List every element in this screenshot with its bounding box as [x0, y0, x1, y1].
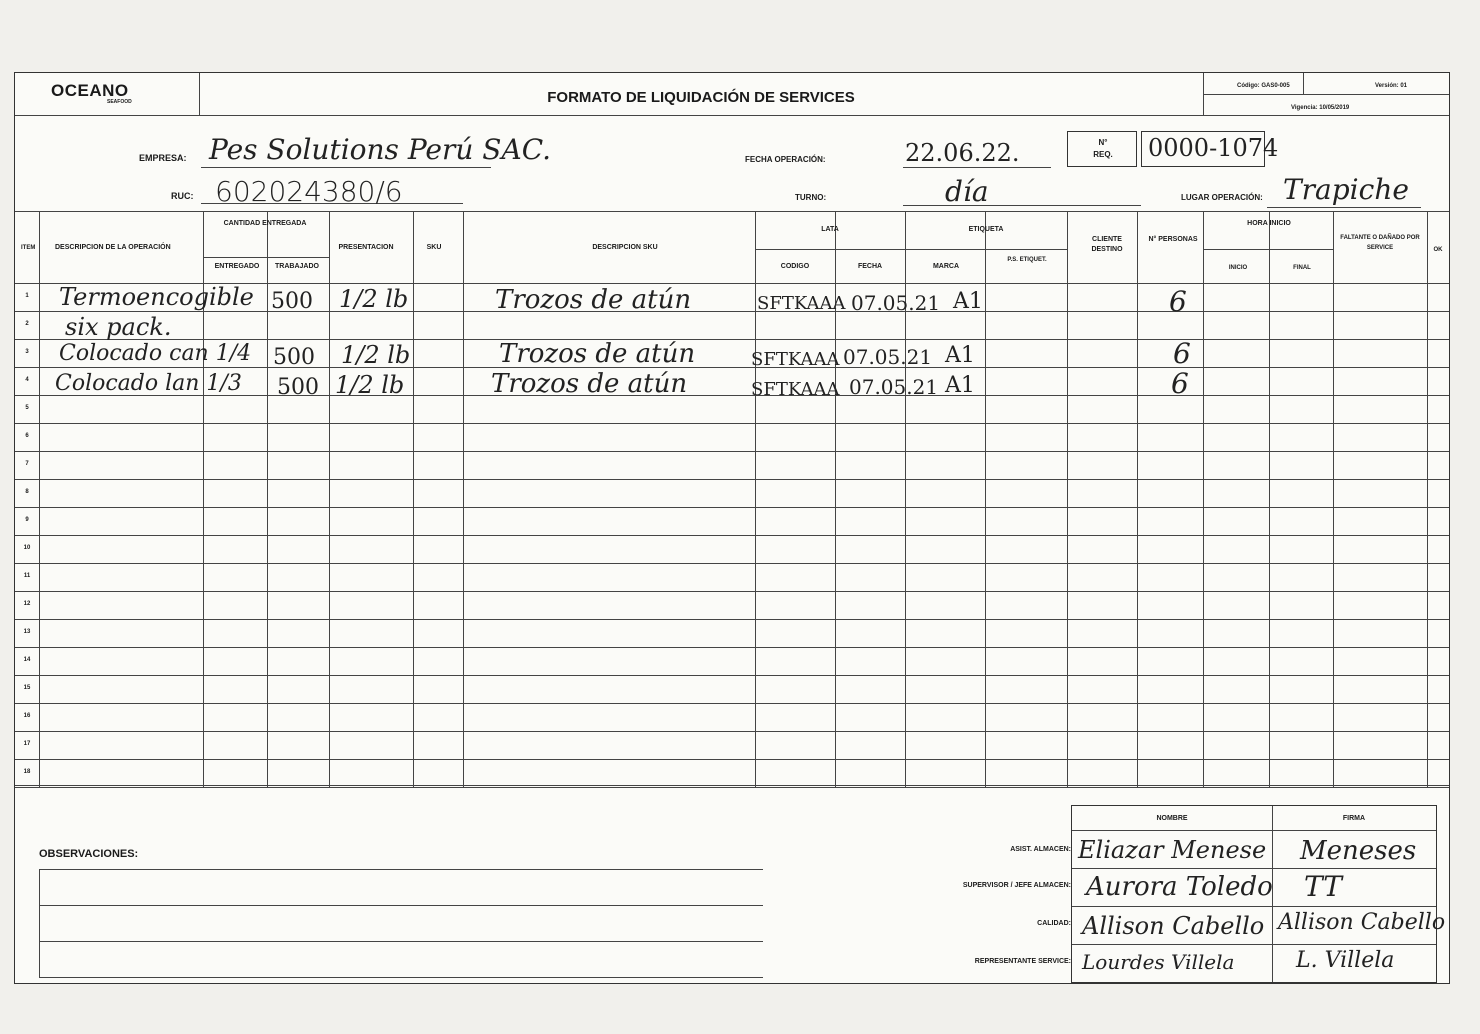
empresa-label: EMPRESA: — [139, 153, 187, 163]
brand-name: OCEANO — [51, 81, 129, 100]
brand-logo — [51, 81, 171, 105]
col-presentacion: PRESENTACION — [338, 244, 394, 251]
row-number: 6 — [25, 433, 29, 439]
row-number: 1 — [25, 293, 29, 299]
col-ok: OK — [1433, 247, 1443, 253]
turno-value: día — [945, 175, 989, 208]
row4-codigo: SFTKAAA — [751, 379, 840, 400]
row3-marca: A1 — [945, 343, 975, 368]
col-marca: MARCA — [932, 263, 960, 270]
row3-codigo: SFTKAAA — [751, 349, 840, 370]
row3-fecha: 07.05.21 — [843, 345, 933, 369]
signer3-role: CALIDAD: — [1037, 920, 1071, 927]
col-ps: P.S. ETIQUET. — [1007, 257, 1047, 263]
row-number: 11 — [23, 573, 31, 579]
fecha-label: FECHA OPERACIÓN: — [745, 155, 826, 164]
col-trabajado: TRABAJADO — [275, 263, 319, 270]
row1-marca: A1 — [953, 289, 983, 314]
firma-header: FIRMA — [1342, 815, 1366, 822]
col-desc-sku: DESCRIPCION SKU — [592, 244, 658, 251]
row1-trabajado: 500 — [271, 289, 313, 314]
brand-sub: SEAFOOD — [107, 99, 132, 105]
row-number: 4 — [25, 377, 29, 383]
signer4-role: REPRESENTANTE SERVICE: — [974, 958, 1071, 965]
col-item: ITEM — [21, 245, 36, 251]
turno-label: TURNO: — [795, 193, 827, 202]
req-value: 0000-1074 — [1148, 134, 1279, 162]
row-number: 2 — [25, 321, 29, 327]
col-entregado: ENTREGADO — [214, 263, 260, 270]
row3-desc-sku: Trozos de atún — [499, 339, 696, 369]
row-number: 18 — [23, 769, 31, 775]
signer4-firma: L. Villela — [1296, 948, 1395, 973]
row-number: 12 — [23, 601, 31, 607]
lugar-value: Trapiche — [1283, 173, 1409, 206]
row1-desc-sku: Trozos de atún — [495, 285, 692, 315]
row3-desc: Colocado can 1/4 — [59, 341, 252, 366]
observaciones-label: OBSERVACIONES: — [39, 848, 139, 860]
row-number: 17 — [23, 741, 31, 747]
doc-code: Código: GAS0-005 — [1237, 83, 1290, 89]
col-lata: LATA — [821, 226, 839, 233]
col-inicio: INICIO — [1228, 265, 1248, 271]
row3-presentacion: 1/2 lb — [341, 341, 411, 369]
row-number: 8 — [25, 489, 29, 495]
col-desc: DESCRIPCION DE LA OPERACIÓN — [55, 244, 171, 251]
row1-fecha: 07.05.21 — [851, 291, 941, 315]
req-label-n: N° — [1098, 138, 1108, 147]
signer3-name: Allison Cabello — [1082, 912, 1265, 940]
signer1-firma: Meneses — [1300, 836, 1417, 866]
row-number: 14 — [23, 657, 31, 663]
col-codigo: CODIGO — [780, 263, 810, 270]
ruc-value: 602024380/6 — [215, 175, 403, 208]
row4-marca: A1 — [945, 373, 975, 398]
row-number: 5 — [25, 405, 29, 411]
lugar-label: LUGAR OPERACIÓN: — [1181, 193, 1263, 202]
col-fecha: FECHA — [857, 263, 883, 270]
signer2-name: Aurora Toledo — [1086, 872, 1273, 902]
col-sku: SKU — [426, 244, 442, 251]
nombre-header: NOMBRE — [1156, 815, 1188, 822]
row-number: 15 — [23, 685, 31, 691]
row4-fecha: 07.05.21 — [849, 375, 939, 399]
req-label: REQ. — [1093, 150, 1113, 159]
signer2-role: SUPERVISOR / JEFE ALMACEN: — [962, 882, 1071, 889]
row-number: 3 — [25, 349, 29, 355]
row1-desc: Termoencogible — [59, 283, 254, 311]
row-number: 9 — [25, 517, 29, 523]
req-value-box — [1141, 131, 1279, 167]
page-title: FORMATO DE LIQUIDACIÓN DE SERVICES — [547, 89, 855, 106]
signer1-role: ASIST. ALMACEN: — [1010, 846, 1071, 853]
row1-presentacion: 1/2 lb — [339, 285, 409, 313]
signer2-firma: TT — [1304, 870, 1342, 903]
signature-box — [1071, 805, 1446, 983]
col-etiqueta: ETIQUETA — [968, 226, 1004, 233]
col-hora: HORA INICIO — [1247, 220, 1291, 227]
empresa-value: Pes Solutions Perú SAC. — [209, 133, 552, 166]
col-final: FINAL — [1293, 265, 1311, 271]
fecha-value: 22.06.22. — [905, 139, 1020, 167]
col-personas: N° PERSONAS — [1148, 236, 1198, 243]
row3-trabajado: 500 — [273, 345, 315, 370]
row4-desc: Colocado lan 1/3 — [55, 371, 242, 396]
signer4-name: Lourdes Villela — [1082, 950, 1235, 974]
form-sheet — [14, 72, 1450, 984]
row2-desc: six pack. — [65, 313, 172, 341]
signer3-firma: Allison Cabello — [1278, 910, 1446, 935]
row1-personas: 6 — [1169, 285, 1187, 318]
row-number: 7 — [25, 461, 29, 467]
row4-personas: 6 — [1171, 367, 1189, 400]
doc-vigencia: Vigencia: 10/05/2019 — [1291, 105, 1350, 111]
req-box — [1067, 131, 1137, 167]
row1-codigo: SFTKAAA — [757, 293, 846, 314]
row-number: 10 — [23, 545, 31, 551]
col-faltante: FALTANTE O DAÑADO POR SERVICE — [1340, 235, 1420, 251]
row-number: 16 — [23, 713, 31, 719]
row-number: 13 — [23, 629, 31, 635]
col-cliente: CLIENTE DESTINO — [1091, 236, 1123, 253]
doc-version: Versión: 01 — [1375, 83, 1408, 89]
ruc-label: RUC: — [171, 191, 194, 201]
row4-trabajado: 500 — [277, 375, 319, 400]
row4-desc-sku: Trozos de atún — [491, 369, 688, 399]
row3-personas: 6 — [1173, 337, 1191, 370]
row4-presentacion: 1/2 lb — [335, 371, 405, 399]
signer1-name: Eliazar Menese — [1078, 836, 1267, 864]
col-cantidad: CANTIDAD ENTREGADA — [223, 220, 307, 227]
